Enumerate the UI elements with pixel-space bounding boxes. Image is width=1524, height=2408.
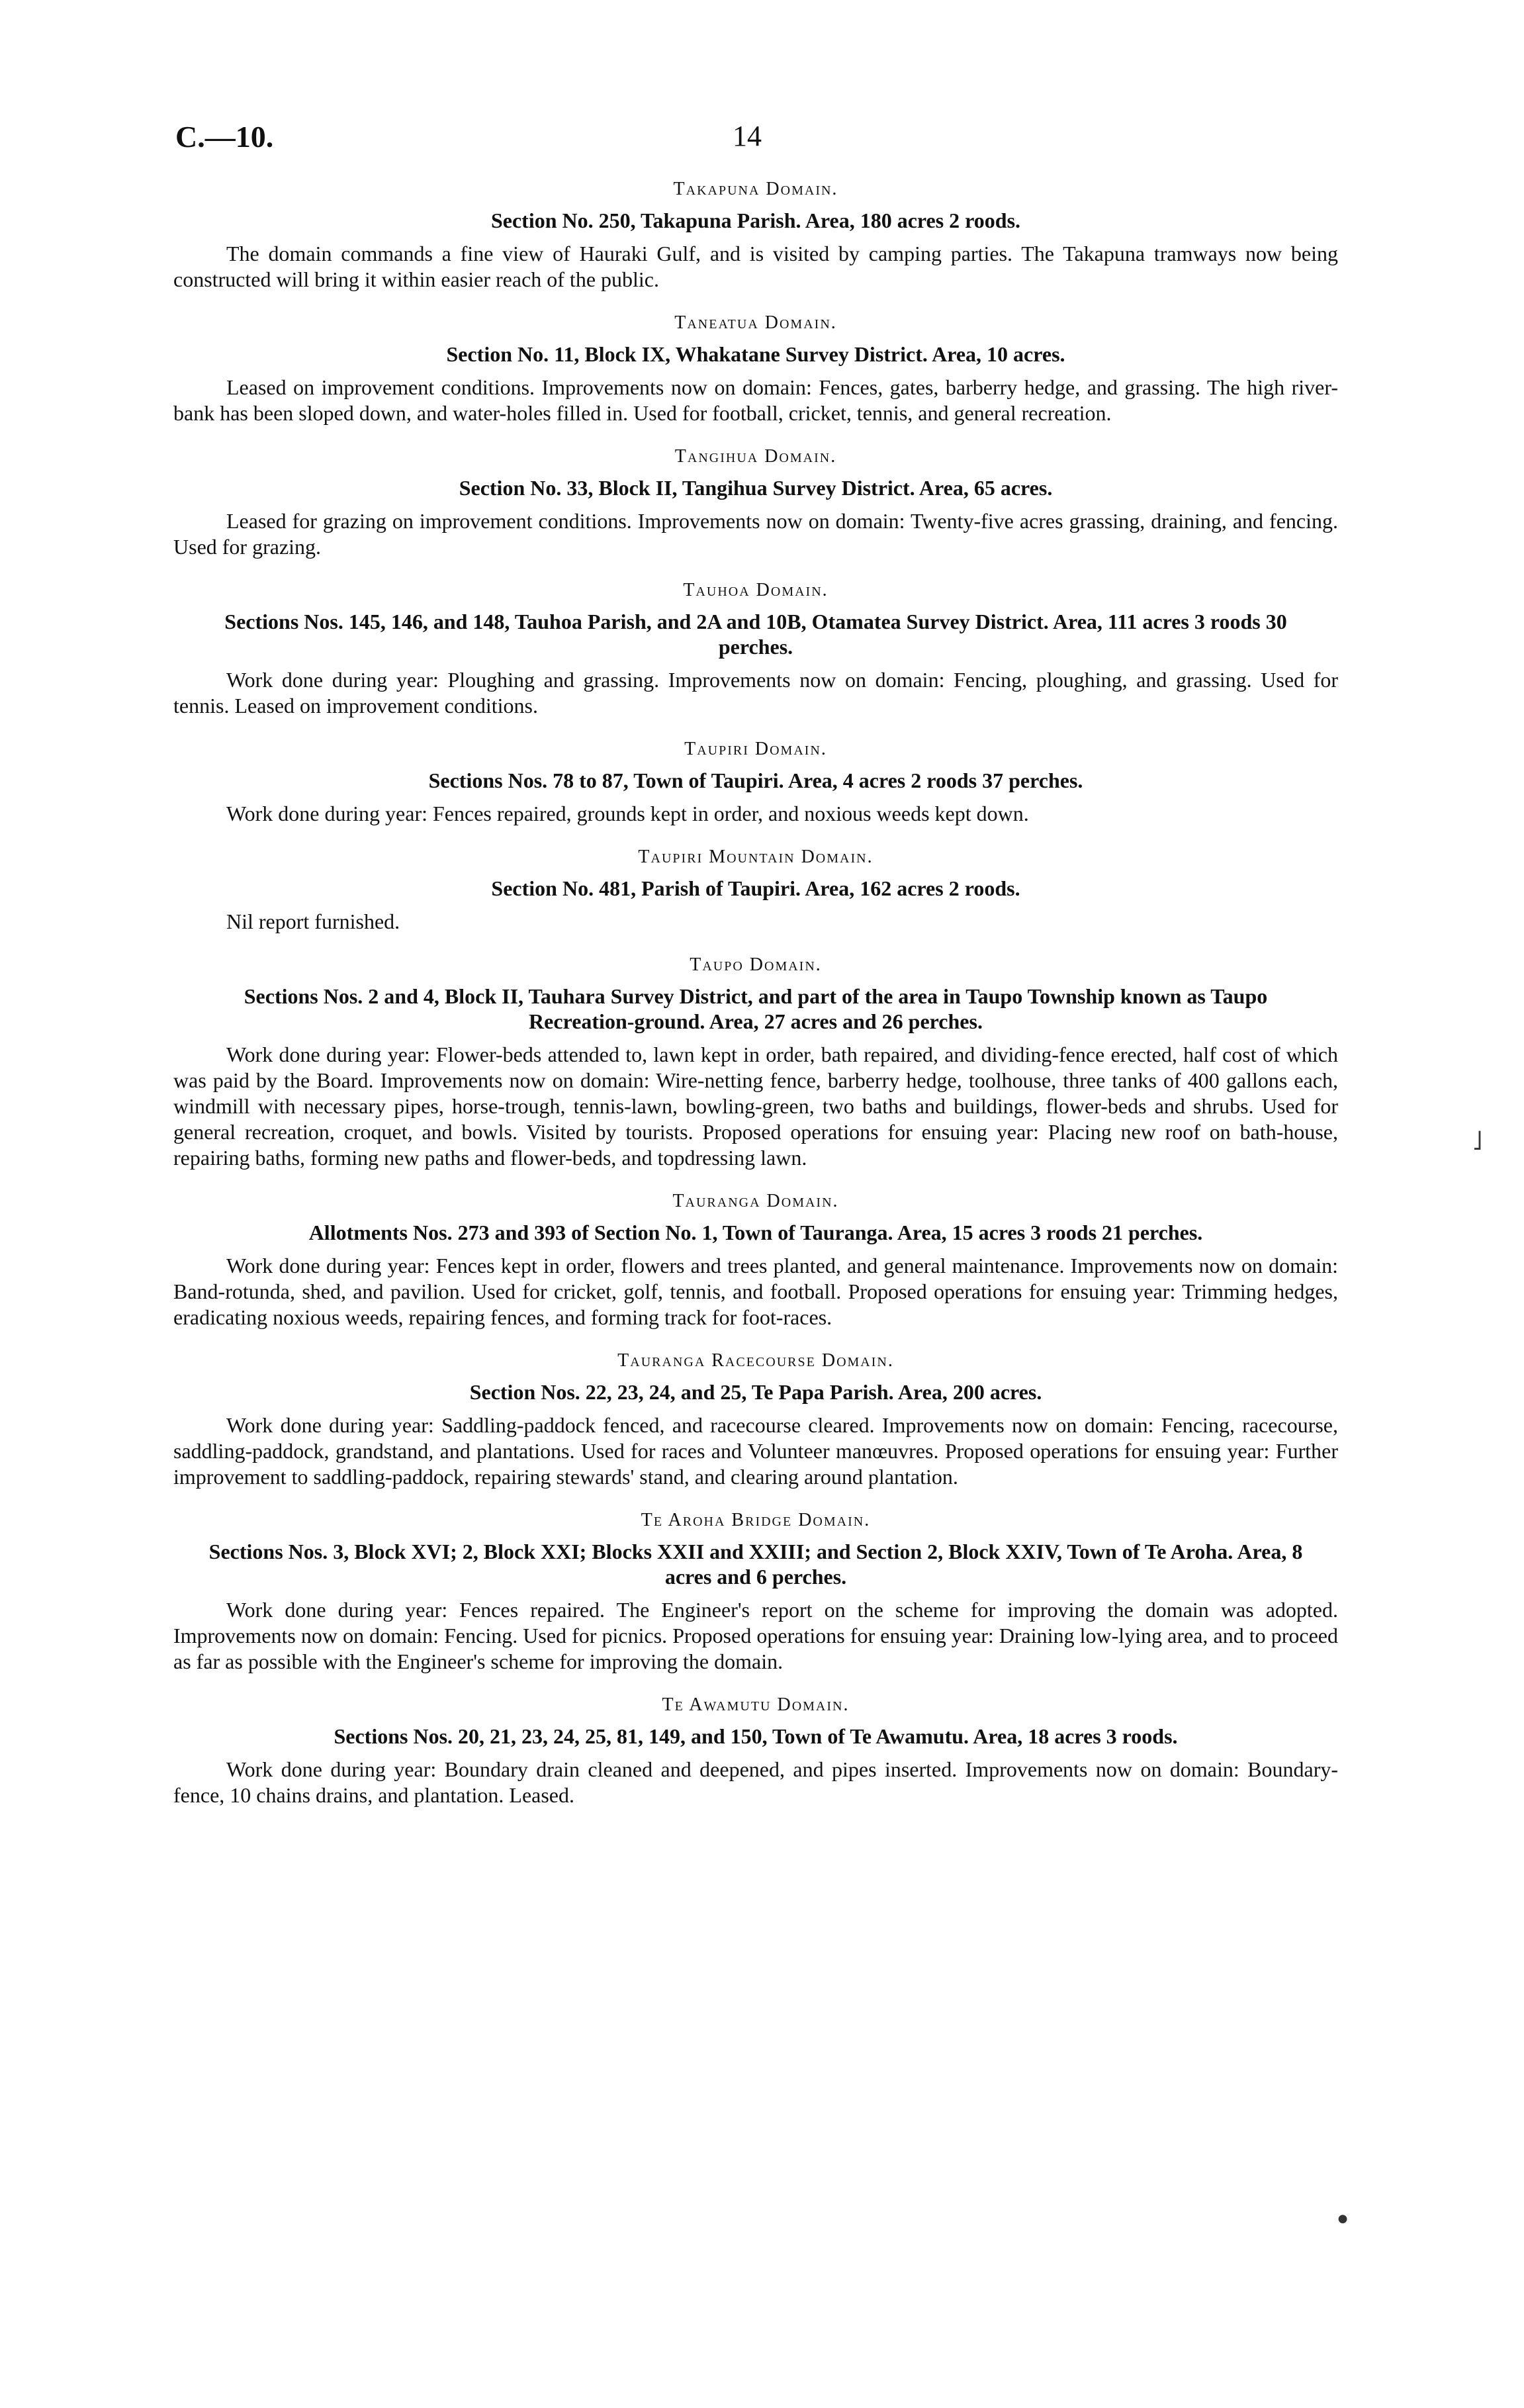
section-description: Sections Nos. 145, 146, and 148, Tauhoa Parish, and 2A and 10B, Otamatea Survey District. Area, 111 acres 3 roods 30 perches. — [224, 610, 1287, 659]
section-description: Sections Nos. 3, Block XVI; 2, Block XXI; Blocks XXII and XXIII; and Section 2, Block XXIV, Town of Te Aroha. Area, 8 acres and 6 perches. — [208, 1540, 1303, 1589]
section-paragraph: Work done during year: Ploughing and grassing. Improvements now on domain: Fencing, ploughing, and grassing. Used for tennis. Leased on improvement conditions. — [173, 668, 1338, 718]
document-reference: C.—10. — [175, 120, 274, 154]
section-description: Section No. 11, Block IX, Whakatane Survey District. Area, 10 acres. — [446, 342, 1065, 366]
domain-section — [173, 739, 1338, 827]
scan-mark: ˩ — [1472, 1126, 1483, 1156]
section-heading: Taupiri Mountain Domain. — [638, 847, 874, 867]
section-heading: Te Aroha Bridge Domain. — [641, 1510, 871, 1530]
domain-section — [173, 580, 1338, 719]
section-paragraph: Work done during year: Fences repaired. The Engineer's report on the scheme for improving the domain was adopted. Improvements now on domain: Fencing. Used for picnics. Proposed operations for ensuing year: Draining low-lying area, and to proceed as far as possible with the Engineer's scheme for improving the domain. — [173, 1598, 1338, 1673]
section-heading: Taupiri Domain. — [684, 739, 827, 759]
section-description: Sections Nos. 78 to 87, Town of Taupiri. Area, 4 acres 2 roods 37 perches. — [428, 768, 1083, 792]
section-description: Section No. 33, Block II, Tangihua Survey District. Area, 65 acres. — [459, 476, 1053, 500]
section-heading: Takapuna Domain. — [673, 179, 838, 199]
section-paragraph: Nil report furnished. — [226, 909, 400, 933]
section-description: Section No. 250, Takapuna Parish. Area, 180 acres 2 roods. — [490, 208, 1021, 232]
domain-section — [173, 1694, 1338, 1808]
section-description: Sections Nos. 2 and 4, Block II, Tauhara Survey District, and part of the area in Taupo Township known as Taupo Recreation-ground. Area, 27 acres and 26 perches. — [244, 984, 1268, 1033]
domain-section — [173, 312, 1338, 426]
section-heading: Te Awamutu Domain. — [662, 1694, 850, 1715]
section-paragraph: Work done during year: Flower-beds attended to, lawn kept in order, bath repaired, and dividing-fence erected, half cost of which was paid by the Board. Improvements now on domain: Wire-netting fence, barberry hedge, toolhouse, three tanks of 400 gallons each, windmill with necessary pipes, horse-trough, tennis-lawn, bowling-green, two baths and buildings, flower-beds and shrubs. Used for general recreation, croquet, and bowls. Visited by tourists. Proposed operations for ensuing year: Placing new roof on bath-house, repairing baths, forming new paths and flower-beds, and topdressing lawn. — [173, 1042, 1338, 1170]
section-heading: Tauranga Racecourse Domain. — [617, 1350, 894, 1371]
section-description: Allotments Nos. 273 and 393 of Section No. 1, Town of Tauranga. Area, 15 acres 3 roods 21 perches. — [308, 1221, 1203, 1244]
section-heading: Taupo Domain. — [690, 954, 822, 975]
section-paragraph: Work done during year: Fences repaired, grounds kept in order, and noxious weeds kept down. — [226, 802, 1029, 825]
domain-section — [173, 446, 1338, 560]
section-heading: Tangihua Domain. — [674, 446, 837, 467]
section-heading: Tauhoa Domain. — [683, 580, 829, 600]
section-description: Section Nos. 22, 23, 24, and 25, Te Papa Parish. Area, 200 acres. — [469, 1380, 1042, 1404]
domain-section — [173, 847, 1338, 935]
section-paragraph: The domain commands a fine view of Hauraki Gulf, and is visited by camping parties. The Takapuna tramways now being constructed will bring it within easier reach of the public. — [173, 242, 1338, 291]
domain-section — [173, 179, 1338, 293]
scan-dot: ● — [1337, 2207, 1349, 2229]
report-body — [173, 179, 1338, 1828]
section-paragraph: Leased for grazing on improvement conditions. Improvements now on domain: Twenty-five acres grassing, draining, and fencing. Used for grazing. — [173, 509, 1338, 559]
section-heading: Taneatua Domain. — [674, 312, 837, 333]
section-paragraph: Leased on improvement conditions. Improvements now on domain: Fences, gates, barberry hedge, and grassing. The high river-bank has been sloped down, and water-holes filled in. Used for football, cricket, tennis, and general recreation. — [173, 375, 1338, 425]
domain-section — [173, 1191, 1338, 1330]
section-description: Sections Nos. 20, 21, 23, 24, 25, 81, 149, and 150, Town of Te Awamutu. Area, 18 acres 3 roods. — [334, 1724, 1178, 1748]
domain-section — [173, 1510, 1338, 1675]
section-paragraph: Work done during year: Fences kept in order, flowers and trees planted, and general maintenance. Improvements now on domain: Band-rotunda, shed, and pavilion. Used for cricket, golf, tennis, and football. Proposed operations for ensuing year: Trimming hedges, eradicating noxious weeds, repairing fences, and forming track for foot-races. — [173, 1254, 1338, 1329]
section-description: Section No. 481, Parish of Taupiri. Area, 162 acres 2 roods. — [491, 876, 1020, 900]
section-paragraph: Work done during year: Saddling-paddock fenced, and racecourse cleared. Improvements now on domain: Fencing, racecourse, saddling-paddock, grandstand, and plantations. Used for races and Volunteer manœuvres. Proposed operations for ensuing year: Further improvement to saddling-paddock, repairing stewards' stand, and clearing around plantation. — [173, 1413, 1338, 1489]
domain-section — [173, 1350, 1338, 1490]
page-number: 14 — [733, 120, 762, 152]
section-heading: Tauranga Domain. — [672, 1191, 839, 1211]
section-paragraph: Work done during year: Boundary drain cleaned and deepened, and pipes inserted. Improvements now on domain: Boundary-fence, 10 chains drains, and plantation. Leased. — [173, 1757, 1338, 1807]
domain-section — [173, 954, 1338, 1171]
